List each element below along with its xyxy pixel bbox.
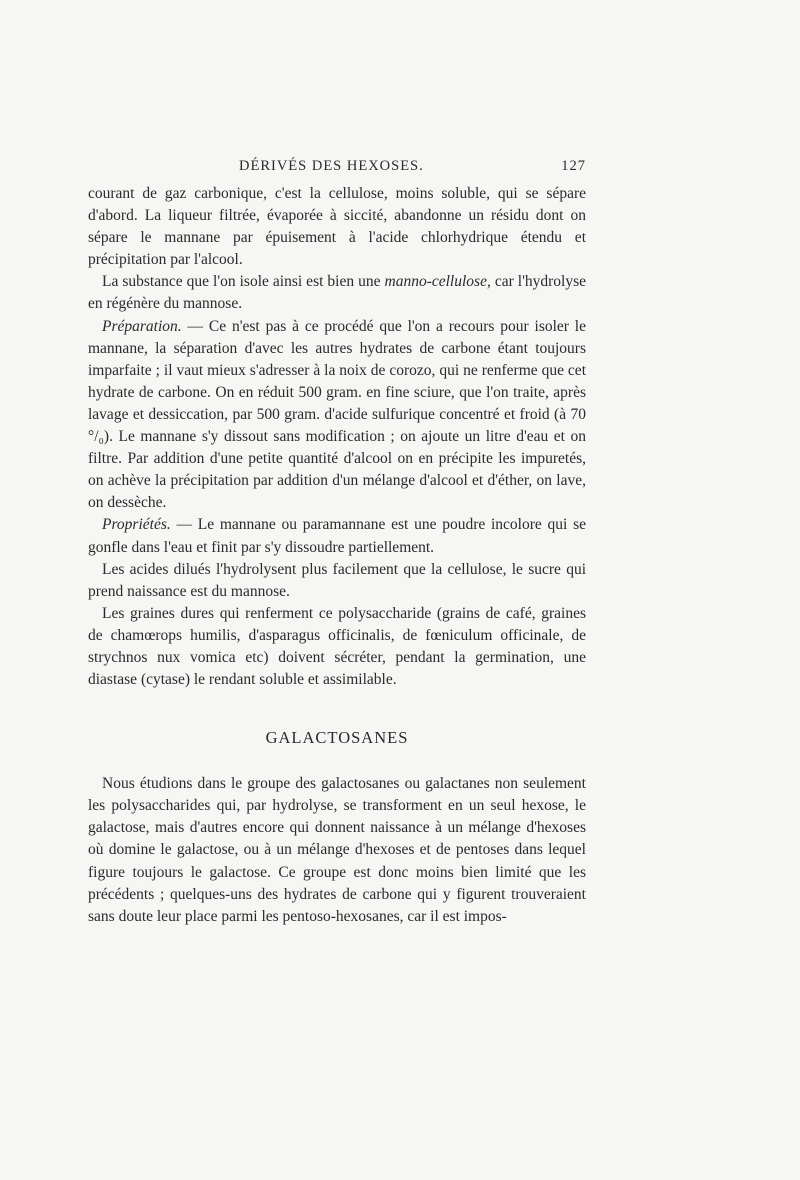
paragraph-continuation: courant de gaz carbonique, c'est la cellulose, moins soluble, qui se sépare d'abord. La liqueur filtrée, évaporée à siccité, abandonne un résidu dont on sépare le mannane par épuisement à l'acide chlorhydrique étendu et précipitation par l'alcool. bbox=[88, 185, 586, 269]
p2-text-before: La substance que l'on isole ainsi est bien une bbox=[102, 273, 385, 291]
proprietes-text: — Le mannane ou paramannane est une poudre incolore qui se gonfle dans l'eau et finit par s'y dissoudre partiellement. bbox=[88, 516, 586, 556]
paragraph-proprietes bbox=[88, 514, 586, 558]
paragraph-galactosanes: Nous étudions dans le groupe des galactosanes ou galactanes non seulement les polysaccharides qui, par hydrolyse, se transforment en un seul hexose, le galactose, mais d'autres encore qui donnent naissance à un mélange d'hexoses où domine le galactose, ou à un mélange d'hexoses et de pentoses dans lequel figure toujours le galactose. Ce groupe est donc moins bien limité que les précédents ; quelques-uns des hydrates de carbone qui y figurent trouveraient sans doute leur place parmi les pentoso-hexosanes, car il est impos- bbox=[88, 775, 586, 925]
p2-text-after: , car l'hydrolyse en régénère du mannose. bbox=[88, 273, 586, 313]
section-title: GALACTOSANES bbox=[265, 728, 409, 748]
paragraph-graines: Les graines dures qui renferment ce polysaccharide (grains de café, graines de chamœrops humilis, d'asparagus officinalis, de fœniculum officinale, de strychnos nux vomica etc) doivent sécréter, pendant la germination, une diastase (cytase) le rendant soluble et assimilable. bbox=[88, 604, 586, 689]
running-head bbox=[88, 158, 586, 180]
body-text bbox=[88, 183, 586, 928]
paragraph-acides: Les acides dilués l'hydrolysent plus facilement que la cellulose, le sucre qui prend naissance est du mannose. bbox=[88, 560, 586, 600]
proprietes-label: Propriétés. bbox=[102, 516, 171, 534]
running-head-title: DÉRIVÉS DES HEXOSES. bbox=[239, 158, 424, 174]
preparation-label: Préparation. bbox=[102, 317, 182, 335]
book-page bbox=[88, 158, 586, 928]
preparation-text: — Ce n'est pas à ce procédé que l'on a recours pour isoler le mannane, la séparation d'avec les autres hydrates de carbone étant toujours imparfaite ; il vaut mieux s'adresser à la noix de corozo, qui ne renferme que cet hydrate de carbone. On en réduit 500 gram. en fine sciure, que l'on traite, après lavage et dessiccation, par 500 gram. d'acide sulfurique concentré et froid (à 70 °/₀). Le mannane s'y dissout sans modification ; on ajoute un litre d'eau et on filtre. Par addition d'une petite quantité d'alcool on en précipite les impuretés, on achève la précipitation par addition d'un mélange d'alcool et d'éther, on lave, on dessèche. bbox=[88, 317, 586, 512]
paragraph-manno-cellulose bbox=[88, 271, 586, 315]
page-number: 127 bbox=[561, 158, 586, 174]
p2-italic-term: manno-cellulose bbox=[384, 273, 487, 291]
paragraph-preparation bbox=[88, 316, 586, 515]
